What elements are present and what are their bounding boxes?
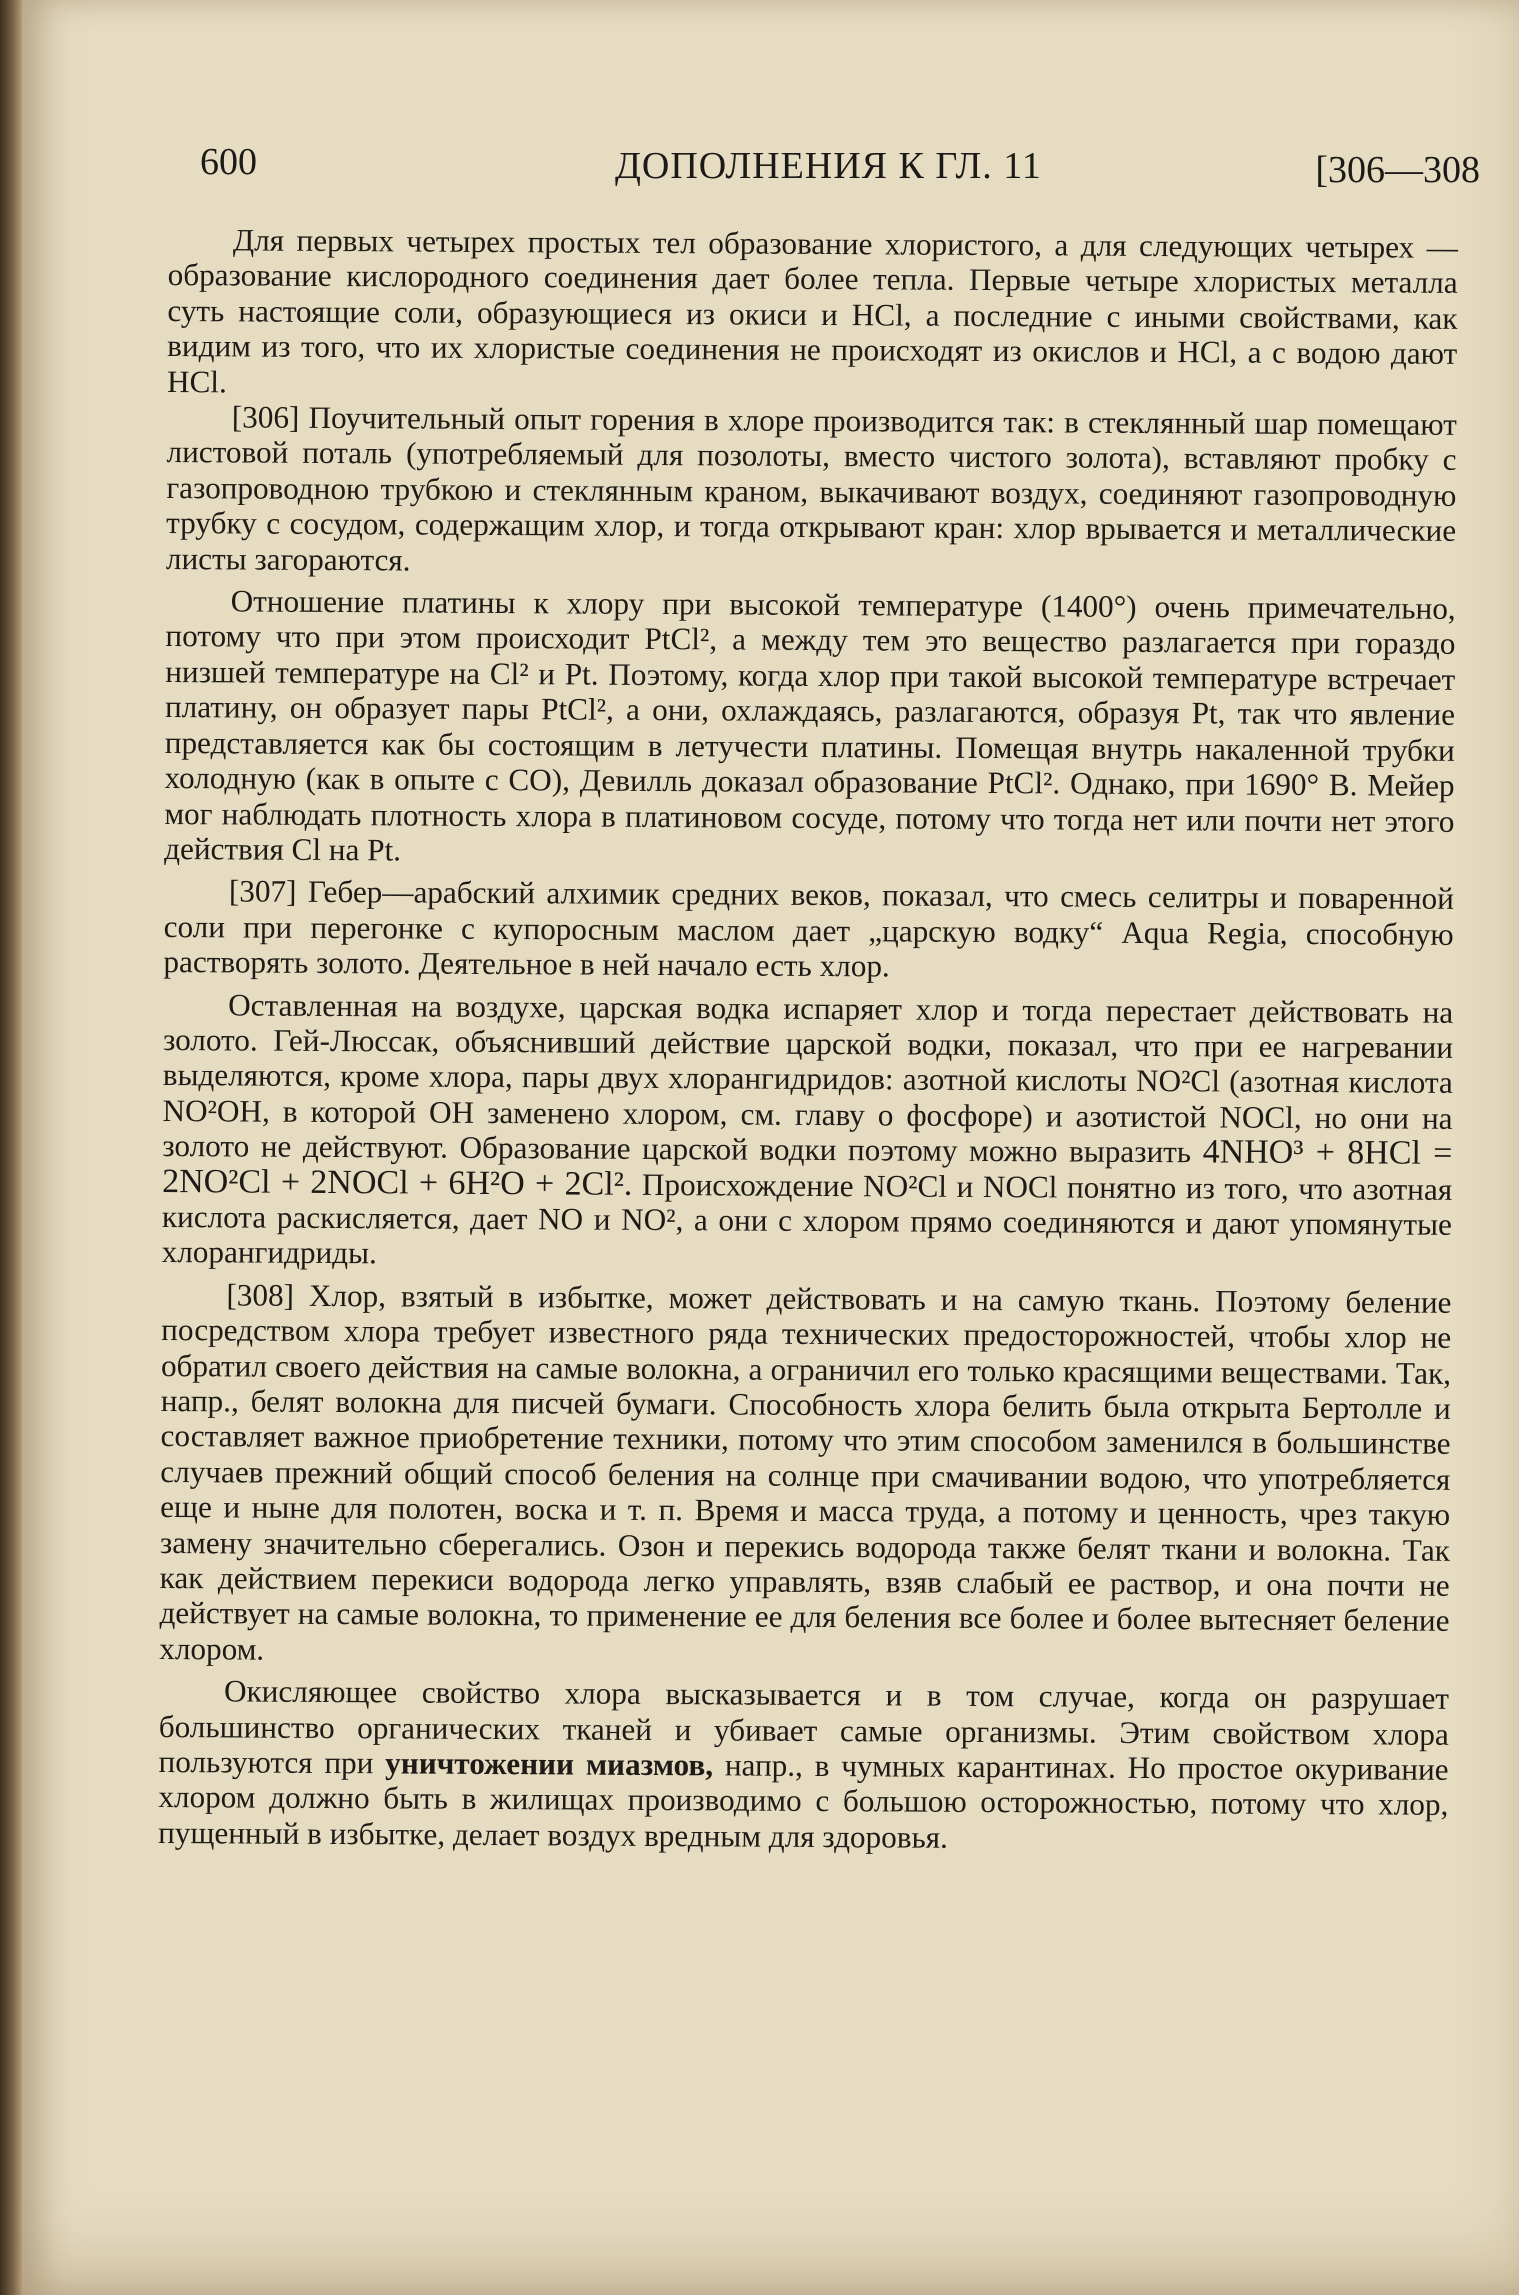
paragraph-307 — [163, 873, 1454, 987]
paragraph-308 — [159, 1277, 1451, 1674]
bold-phrase: уничтожении миазмов, — [385, 1745, 714, 1783]
page-header — [180, 140, 1480, 190]
paragraph-text: Для первых четырех простых тел образование хлористого, а для следующих четырех — образование кислородного соединения дает более тепла. Первые четыре хлористых металла суть настоящие соли, образующиеся из окиси и HCl, а последние с иными свойствами, как видим из того, что их хлористые соединения не происходят из окислов и HCl, а с водою дают HCl. — [166, 222, 1458, 399]
paragraph — [167, 222, 1458, 407]
paragraph — [164, 583, 1456, 874]
note-ref: [308] — [226, 1277, 295, 1313]
paragraph-text: Оставленная на воздухе, царская водка испаряет хлор и тогда перестает действовать на золото. Гей-Люссак, объяснивший действие царской водки, показал, что при ее нагревании выделяются, кроме хлора, пары двух хлорангидридов: азотной кислоты NO²Cl (азотная кислота NO²OH, в которой OH заменено хлором, см. главу о фосфоре) и азотистой NOCl, но они на золото не действуют. Образование царской водки поэтому можно выразить — [162, 986, 1454, 1170]
paragraph-text: Окисляющее свойство хлора высказывается и в том случае, когда он разрушает большинство органических тканей и убивает самые организмы. Этим свойством хлора пользуются при — [158, 1673, 1450, 1781]
paragraph-text: Гебер—арабский алхимик средних веков, показал, что смесь селитры и поваренной соли при перегонке с купоросным маслом дает „царскую водку“ Aqua Regia, способную растворять золото. Деятельное в ней начало есть хлор. — [163, 874, 1454, 984]
note-ref: [306] — [231, 399, 300, 435]
chemical-formula: 4NHO³ + 8HCl = 2NO²Cl + 2NOCl + 6H²O + 2Cl². — [162, 1133, 1453, 1203]
paragraph-text: Происхождение NO²Cl и NOCl понятно из того, что азотная кислота раскисляется, дает NO и NO², а они с хлором прямо соединяются и дают упомянутые хлорангидриды. — [161, 1166, 1453, 1271]
paragraph-text: Хлор, взятый в избытке, может действовать и на самую ткань. Поэтому беление посредством хлора требует известного ряда технических предосторожностей, чтобы хлор не обратил своего действия на самые волокна, а ограничил его только красящими веществами. Так, напр., белят волокна для писчей бумаги. Способность хлора белить была открыта Бертолле и составляет важное приобретение техники, потому что этим способом заменился в большинстве случаев прежний общий способ беления на солнце при смачивании водою, что употребляется еще и ныне для полотен, воска и т. п. Время и масса труда, а потому и ценность, чрез такую замену значительно сберегались. Озон и перекись водорода также белят ткани и волокна. Так как действием перекиси водорода легко управлять, взяв слабый ее раствор, и она почти не действует на самые волокна, то применение ее для беления все более и более вытесняет беление хлором. — [159, 1277, 1452, 1667]
paragraph — [162, 987, 1454, 1278]
note-ref: [307] — [228, 873, 297, 910]
paragraph-text: Поучительный опыт горения в хлоре производится так: в стеклянный шар помещают листовой поталь (употребляемый для позолоты, вместо чистого золота), вставляют пробку с газопроводною трубкою и стеклянным краном, выкачивают воздух, соединяют газопроводную трубку с сосудом, содержащим хлор, и тогда открывают кран: хлор врывается и металлические листы загораются. — [165, 399, 1457, 578]
paragraph-text: Отношение платины к хлору при высокой температуре (1400°) очень примечательно, потому что при этом происходит PtCl², а между тем это вещество разлагается при гораздо низшей температуре на Cl² и Pt. Поэтому, когда хлор при такой высокой температуре встречает платину, он образует пары PtCl², а они, охлаждаясь, разлагаются, образуя Pt, так что явление представляется как бы состоящим в летучести платины. Помещая внутрь накаленной трубки холодную (как в опыте с CO), Девилль доказал образование PtCl². Однако, при 1690° В. Мейер мог наблюдать плотность хлора в платиновом сосуде, потому что тогда нет или почти нет этого действия Cl на Pt. — [164, 583, 1456, 868]
page-body — [158, 222, 1458, 1858]
book-gutter — [0, 0, 22, 2295]
paragraph-text: напр., в чумных карантинах. Но простое окуривание хлором должно быть в жилищах производимо с большою осторожностью, потому что хлор, пущенный в избытке, делает воздух вредным для здоровья. — [158, 1747, 1449, 1855]
paragraph-306 — [166, 399, 1457, 584]
chapter-title: ДОПОЛНЕНИЯ К ГЛ. 11 — [615, 145, 1042, 187]
paragraph — [158, 1673, 1449, 1858]
page-number: 600 — [200, 141, 257, 183]
note-range: [306—308 — [1315, 149, 1480, 191]
